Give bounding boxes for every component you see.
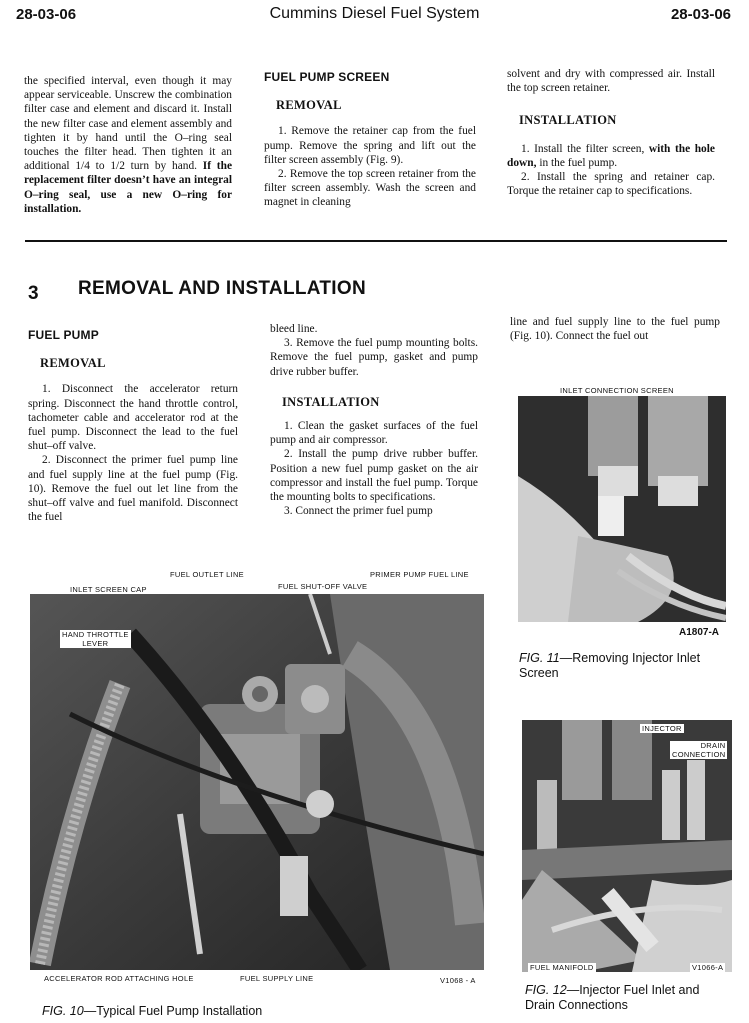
screen-install-step-1: 1. Install the filter screen, with the hole down, in the fuel pump. — [507, 142, 715, 169]
fuel-pump-removal-heading: REMOVAL — [40, 356, 106, 371]
fig10-code: V1068 - A — [440, 976, 476, 985]
fuel-pump-heading: FUEL PUMP — [28, 328, 99, 342]
fig10-photo — [30, 594, 484, 970]
screen-step-1: 1. Remove the retainer cap from the fuel pump. Remove the spring and lift out the filter screen assembly (Fig. 9). — [264, 125, 476, 166]
inlet-connection-screen-label: INLET CONNECTION SCREEN — [560, 386, 674, 395]
pump-removal-step-2: 2. Disconnect the primer fuel pump line and fuel supply line at the fuel pump (Fig. 10). Remove the fuel out let line from the shut–off valve and fuel manifold. Disconnect the fuel — [28, 454, 238, 524]
page-number-left: 28-03-06 — [16, 6, 77, 23]
section-title: REMOVAL AND INSTALLATION — [78, 278, 366, 299]
fig11-photo — [518, 396, 726, 622]
body-col-3 — [510, 315, 720, 343]
pump-removal-step-1: 1. Disconnect the accelerator return spring. Disconnect the hand throttle control, tachometer cable and accelerator rod at the fuel pump. Disconnect the lead to the fuel shut–off valve. — [28, 383, 238, 453]
fuel-pump-screen-heading: FUEL PUMP SCREEN — [264, 70, 390, 84]
primer-pump-fuel-line-label: PRIMER PUMP FUEL LINE — [370, 570, 469, 579]
inlet-screen-cap-label: INLET SCREEN CAP — [70, 585, 147, 594]
running-title: Cummins Diesel Fuel System — [269, 5, 480, 22]
page-number-right: 28-03-06 — [670, 6, 731, 23]
pump-install-continued: line and fuel supply line to the fuel pump (Fig. 10). Connect the fuel out — [510, 316, 720, 343]
section-rule — [25, 240, 727, 242]
fuel-outlet-line-label: FUEL OUTLET LINE — [170, 570, 244, 579]
filter-bold-note: If the replacement filter doesn’t have an integral O–ring seal, use a new O–ring for installation. — [24, 160, 232, 215]
fuel-pump-installation-image — [30, 594, 484, 970]
fig11-caption: FIG. 11—Removing Injector Inlet Screen — [519, 651, 701, 680]
fig12-caption: FIG. 12—Injector Fuel Inlet and Drain Connections — [525, 983, 700, 1012]
body-col-2 — [270, 322, 478, 518]
filter-text: the specified interval, even though it may appear serviceable. Unscrew the combination filter case and element and discard it. Install the new filter case and element assembly and tighten it by hand until the O–ring seal touches the filter head. Then tighten it an additional 1/4 to 1/2 turn by hand. — [24, 75, 232, 173]
pump-install-step-1: 1. Clean the gasket surfaces of the fuel pump and air compressor. — [270, 420, 478, 447]
hand-throttle-lever-label: HAND THROTTLE LEVER — [62, 630, 129, 648]
removal-subheading: REMOVAL — [276, 98, 342, 113]
drain-connection-label: DRAIN CONNECTION — [672, 741, 726, 759]
bleed-line-text: bleed line. — [270, 323, 318, 335]
section-number: 3 — [28, 283, 39, 304]
injector-inlet-screen-image — [518, 396, 726, 622]
injector-label: INJECTOR — [642, 724, 682, 733]
pump-install-step-3: 3. Connect the primer fuel pump — [284, 505, 433, 518]
screen-continued-text: solvent and dry with compressed air. Install the top screen retainer. — [507, 68, 715, 95]
pump-removal-step-3: 3. Remove the fuel pump mounting bolts. Remove the fuel pump, gasket and pump drive rubber buffer. — [270, 337, 478, 378]
fuel-manifold-label: FUEL MANIFOLD — [530, 963, 594, 972]
pump-install-step-2: 2. Install the pump drive rubber buffer. Position a new fuel pump gasket on the air compressor and install the fuel pump. Torque the mounting bolts to specifications. — [270, 448, 478, 504]
screen-install-step-2: 2. Install the spring and retainer cap. Torque the retainer cap to specifications. — [507, 171, 715, 198]
fig10-caption: FIG. 10—Typical Fuel Pump Installation — [42, 1004, 263, 1018]
screen-step-2: 2. Remove the top screen retainer from the filter screen assembly. Wash the screen and magnet in cleaning — [264, 168, 476, 209]
fig12-code: V1066-A — [692, 963, 724, 972]
accelerator-rod-label: ACCELERATOR ROD ATTACHING HOLE — [44, 974, 194, 983]
top-col-3 — [507, 67, 715, 198]
fuel-supply-line-label: FUEL SUPPLY LINE — [240, 974, 314, 983]
top-col-2 — [264, 70, 476, 210]
installation-heading: INSTALLATION — [519, 113, 617, 128]
fuel-shutoff-valve-label: FUEL SHUT-OFF VALVE — [278, 582, 368, 591]
pump-installation-heading: INSTALLATION — [282, 394, 380, 409]
body-col-1 — [28, 328, 238, 524]
fig11-code: A1807-A — [679, 627, 720, 638]
top-col-1 — [24, 74, 232, 216]
